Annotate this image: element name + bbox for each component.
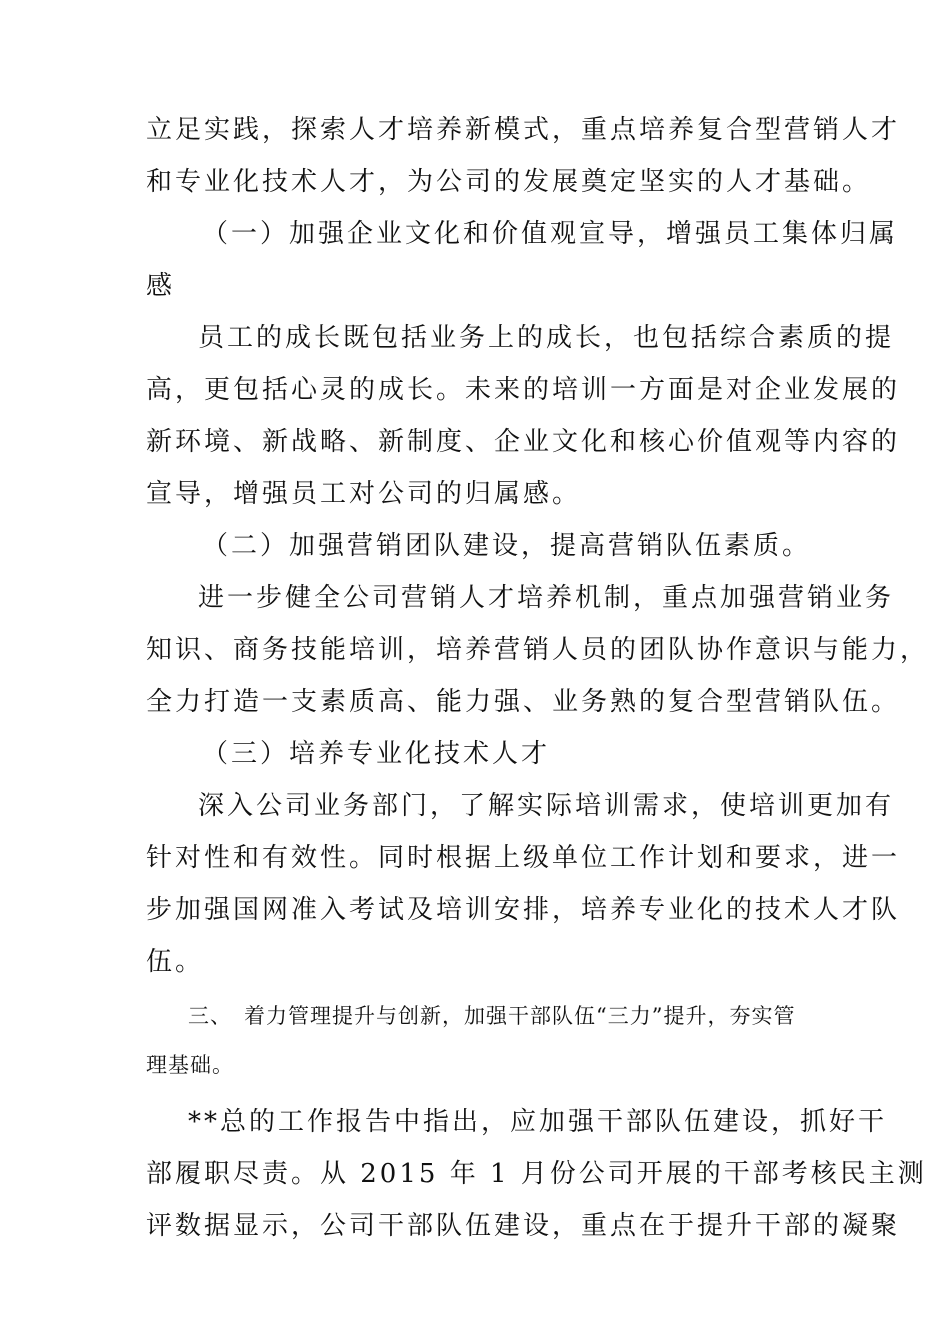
paragraph-line: 宣导，增强员工对公司的归属感。: [146, 479, 582, 509]
section-title-cont: 理基础。: [146, 1053, 234, 1077]
paragraph-line: 进一步健全公司营销人才培养机制，重点加强营销业务: [198, 583, 895, 613]
paragraph-line: 伍。: [146, 947, 205, 977]
paragraph-line: 评数据显示，公司干部队伍建设，重点在于提升干部的凝聚: [146, 1211, 901, 1241]
subsection-heading-1-cont: 感: [146, 271, 176, 301]
section-heading-3: [146, 988, 806, 1044]
paragraph-line: 新环境、新战略、新制度、企业文化和核心价值观等内容的: [146, 427, 901, 457]
paragraph-line: **总的工作报告中指出，应加强干部队伍建设，抓好干: [188, 1107, 888, 1137]
subsection-heading-3: （三）培养专业化技术人才: [202, 739, 551, 769]
paragraph-line: 部履职尽责。从 2015 年 1 月份公司开展的干部考核民主测: [146, 1159, 927, 1189]
document-body: [146, 104, 930, 1252]
paragraph-line: 员工的成长既包括业务上的成长，也包括综合素质的提: [198, 323, 895, 353]
paragraph-line: 全力打造一支素质高、能力强、业务熟的复合型营销队伍。: [146, 687, 901, 717]
subsection-heading-2: （二）加强营销团队建设，提高营销队伍素质。: [202, 531, 812, 561]
paragraph-line: 深入公司业务部门，了解实际培训需求，使培训更加有: [198, 791, 895, 821]
text-line: 和专业化技术人才，为公司的发展奠定坚实的人才基础。: [146, 167, 872, 197]
paragraph-line: 针对性和有效性。同时根据上级单位工作计划和要求，进一: [146, 843, 901, 873]
paragraph-line: 高，更包括心灵的成长。未来的培训一方面是对企业发展的: [146, 375, 901, 405]
paragraph-line: 步加强国网准入考试及培训安排，培养专业化的技术人才队: [146, 895, 901, 925]
subsection-heading-1: （一）加强企业文化和价值观宣导，增强员工集体归属: [202, 219, 899, 249]
paragraph-line: 知识、商务技能培训，培养营销人员的团队协作意识与能力，: [146, 635, 930, 665]
section-number: 三、: [188, 1004, 232, 1028]
text-line: 立足实践，探索人才培养新模式，重点培养复合型营销人才: [146, 115, 901, 145]
section-title: 着力管理提升与创新，加强干部队伍“三力”提升，夯实管: [244, 1004, 796, 1028]
